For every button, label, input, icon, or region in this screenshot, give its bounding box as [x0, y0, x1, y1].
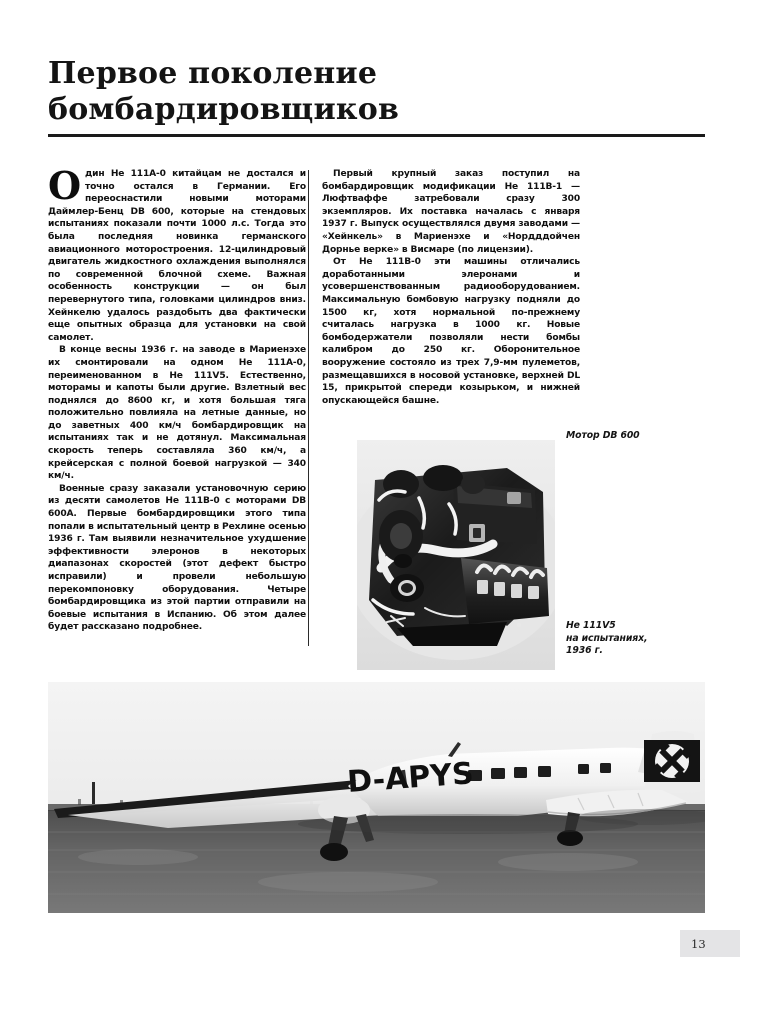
paragraph-left-3: Военные сразу заказали установочную серию из десяти самолетов Не 111В-0 с моторами DB 600А. Первые бомбардировщики этого типа попали в испытательный центр в Рехлине осенью 1936 г. Там выявили незначительное ухудшение эффективности элеронов в некоторых диапазонах скоростей (этот дефект быстро исправили) и провели небольшую перекомпоновку оборудования. Четыре бомбардировщика из этой партии отправили на боевые испытания в Испанию. Об этом далее будет рассказано подробнее.: [48, 483, 306, 633]
caption-aircraft-line-1: Не 111V5: [566, 620, 616, 631]
caption-engine-photo: [566, 430, 716, 443]
page-title: [48, 56, 708, 128]
paragraph-right-2: От Не 111В-0 эти машины отличались доработанными элеронами и усовершенствованным радиооборудованием. Максимальную бомбовую нагрузку подняли до 1500 кг, хотя нормальной по-прежнему считалась нагрузка в 1000 кг. Новые бомбодержатели позволяли нести бомбы калибром до 250 кг. Оборонительное вооружение состояло из трех 7,9-мм пулеметов, размещавшихся в носовой установке, верхней DL 15, прикрытой спереди козырьком, и нижней опускающейся башне.: [322, 257, 580, 406]
photo-db600-engine: [357, 440, 555, 670]
paragraph-left-1-text: дин Не 111А-0 китайцам не достался и точно остался в Германии. Его переоснастили новыми моторами Даймлер-Бенц DB 600, которые на стендовых испытаниях показали почти 1000 л.с. Тогда это была последняя новинка германского авиационного моторостроения. 12-цилиндровый двигатель жидкостного охлаждения выполнялся по современной блочной схеме. Важная особенность конструкции — он был перевернутого типа, головками цилиндров вниз. Хейнкелю удалось раздобыть два фактически еще опытных образца для установки на свой самолет.: [48, 169, 306, 343]
caption-aircraft-photo: [566, 620, 716, 658]
text-column-right: [322, 168, 580, 407]
page-title-line-2: бомбардировщиков: [48, 92, 400, 127]
he111v5-aircraft-illustration: [48, 682, 705, 913]
db600-engine-illustration: [357, 440, 555, 670]
drop-cap: О: [48, 163, 81, 208]
page-number: 13: [691, 937, 706, 951]
title-divider-rule: [48, 134, 705, 137]
caption-aircraft-line-2: на испытаниях,: [566, 632, 648, 644]
column-divider-rule: [308, 170, 309, 646]
text-column-left: [48, 163, 306, 634]
paragraph-left-2: В конце весны 1936 г. на заводе в Мариенэхе их смонтировали на одном Не 111А-0, переименованном в Не 111V5. Естественно, моторамы и капоты были другие. Взлетный вес поднялся до 8600 кг, и хотя большая тяга положительно повлияла на летные данные, но до заветных 400 км/ч бомбардировщик на испытаниях так и не дотянул. Максимальная скорость теперь составляла 360 км/ч, а крейсерская с полной боевой нагрузкой — 340 км/ч.: [48, 345, 306, 482]
paragraph-right-1: Первый крупный заказ поступил на бомбардировщик модификации Не 111В-1 — Люфтваффе затребовали сразу 300 экземпляров. Их поставка началась с января 1937 г. Выпуск осуществлялся двумя заводами — «Хейнкель» в Мариенэхе и «Нордддойчен Дорнье верке» в Висмаре (по лицензии).: [322, 169, 580, 255]
paragraph-left-1: [48, 163, 306, 344]
photo-he111v5-aircraft: [48, 682, 705, 913]
caption-engine-text: Мотор DB 600: [566, 430, 640, 441]
caption-aircraft-line-3: 1936 г.: [566, 645, 603, 656]
page-title-line-1: Первое поколение: [48, 56, 378, 91]
aircraft-registration-marking: D-APYS: [346, 756, 475, 800]
page-number-badge: [680, 930, 740, 957]
